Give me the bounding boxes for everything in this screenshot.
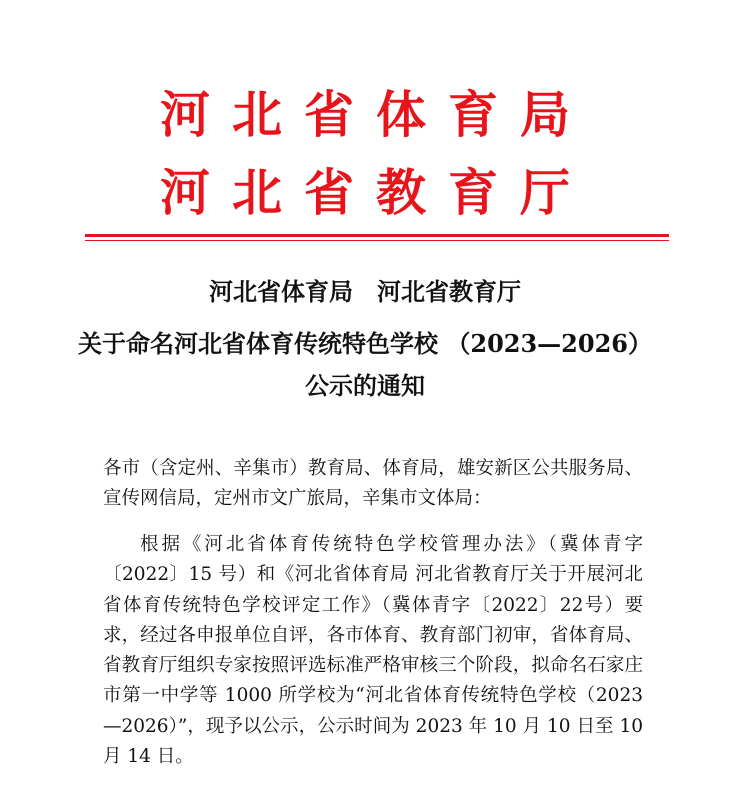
red-header-rule-thick — [85, 234, 669, 237]
body-paragraph-1: 根据《河北省体育传统特色学校管理办法》（冀体青字〔2022〕15 号）和《河北省体育局 河北省教育厅关于开展河北省体育传统特色学校评定工作》（冀体青字〔2022〕22号）要求，经过各申报单位自评，各市体育、教育部门初审，省体育局、省教育厅组织专家按照评选标准严格审核三个阶段，拟命名石家庄市第一中学等 1000 所学校为“河北省体育传统特色学校（2023—2026）”，现予以公示，公示时间为 2023 年 10 月 10 日至 10 月 14 日。 — [103, 534, 643, 768]
addressee-paragraph: 各市（含定州、辛集市）教育局、体育局，雄安新区公共服务局、宣传网信局，定州市文广旅局，辛集市文体局： — [103, 458, 643, 510]
document-title-line-2: 关于命名河北省体育传统特色学校 （2023—2026） — [78, 329, 652, 358]
document-title-line-3: 公示的通知 — [305, 371, 425, 400]
issuer-name-education-department: 河北省教育厅 — [160, 164, 592, 222]
issuer-name-sports-bureau: 河北省体育局 — [160, 86, 592, 144]
red-header-rule-thin — [85, 240, 669, 241]
document-title-line-1: 河北省体育局 河北省教育厅 — [209, 277, 521, 306]
